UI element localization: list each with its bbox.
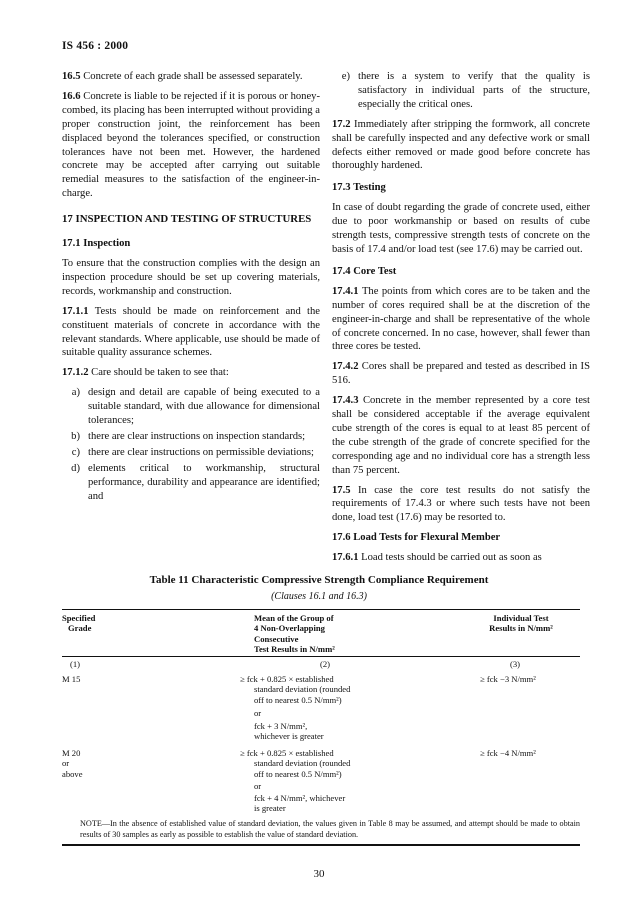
clause-17-1-2: 17.1.2 Care should be taken to see that: (62, 367, 229, 379)
list-item: e) there is a system to verify that the quality is satisfactory in individual parts of the structure, especially the critical ones. (341, 71, 590, 110)
col-number-2: (2) (320, 659, 331, 669)
section-17-4-heading: 17.4 Core Test (332, 265, 397, 277)
list-item: b) there are clear instructions on inspection standards; (71, 430, 306, 442)
inspection-list (62, 386, 320, 503)
row2-grade: M 20 or above (62, 748, 83, 779)
table-header-rule (62, 656, 580, 657)
page-number: 30 (313, 868, 325, 880)
header-individual-test: Individual Test Results in N/mm² (489, 613, 553, 634)
row1-individual: ≥ fck −3 N/mm² (480, 674, 536, 684)
table-clauses: (Clauses 16.1 and 16.3) (271, 591, 367, 602)
clause-17-1-text: To ensure that the construction complies with the design an inspection procedure should be set up covering materials, records, workmanship and construction. (62, 257, 320, 297)
table-title: Table 11 Characteristic Compressive Strength Compliance Requirement (149, 574, 489, 586)
header-specified-grade: Specified Grade (62, 613, 96, 634)
clause-17-4-3: 17.4.3 Concrete in the member represented by a core test shall be considered acceptable if the average equivalent cube strength of the cores is equal to at least 85 percent of the cube strength of the grade of concrete specified for the corresponding age and no individual core has a strength less than 75 percent. (332, 395, 590, 476)
clause-16-6: 16.6 Concrete is liable to be rejected if it is porous or honey-combed, its placing has been interrupted without providing a proper construction joint, the reinforcement has been displaced beyond the tolerances specified, or construction tolerances have not been met. However, the hardened concrete may be accepted after carrying out suitable remedial measures to the satisfaction of the engineer-in-charge. (62, 90, 320, 200)
list-item: a) design and detail are capable of being executed to a suitable standard, with due allowance for dimensional tolerances; (71, 387, 320, 427)
table-note: NOTE—In the absence of established value of standard deviation, the values given in Table 8 may be assumed, and attempt should be made to obtain results of 30 samples as early as possible to establish the value of standard deviation. (80, 819, 580, 839)
col-number-1: (1) (70, 659, 81, 669)
row1-grade: M 15 (62, 674, 81, 684)
clause-17-5: 17.5 In case the core test results do not satisfy the requirements of 17.4.3 or where such tests have not been done, load test (17.6) may be resorted to. (332, 484, 590, 524)
clause-17-2: 17.2 Immediately after stripping the formwork, all concrete shall be carefully inspected and any defective work or small defects either removed or made good before concrete has thoroughly hardened. (332, 118, 590, 172)
compliance-table (62, 613, 580, 813)
section-17-heading: 17 INSPECTION AND TESTING OF STRUCTURES (62, 213, 312, 226)
row2-mean: ≥ fck + 0.825 × established standard deviation (rounded off to nearest 0.5 N/mm²) or fck + 4 N/mm², whichever is greater (240, 748, 351, 814)
clause-17-4-1: 17.4.1 The points from which cores are to be taken and the number of cores required shall be at the discretion of the engineer-in-charge and shall be representative of the whole of concrete concerned. In no case, however, shall fewer than three cores be tested. (332, 285, 590, 353)
clause-17-1-1: 17.1.1 Tests should be made on reinforcement and the constituent materials of concrete in accordance with the relevant standards. Where applicable, use should be made of suitable quality assurance schemes. (62, 305, 320, 359)
table-bottom-rule (62, 844, 580, 846)
clause-17-4-2: 17.4.2 Cores shall be prepared and tested as described in IS 516. (332, 361, 590, 387)
table-top-rule (62, 609, 580, 610)
standard-header: IS 456 : 2000 (62, 40, 129, 52)
row1-mean: ≥ fck + 0.825 × established standard deviation (rounded off to nearest 0.5 N/mm²) or fck + 3 N/mm², whichever is greater (240, 674, 351, 742)
right-column (332, 70, 590, 571)
clause-17-6-1: 17.6.1 Load tests should be carried out as soon as (332, 552, 542, 564)
row2-individual: ≥ fck −4 N/mm² (480, 748, 536, 758)
clause-16-5: 16.5 Concrete of each grade shall be assessed separately. (62, 71, 303, 82)
list-item: c) there are clear instructions on permissible deviations; (71, 446, 314, 458)
left-column (62, 70, 320, 505)
header-mean-group: Mean of the Group of 4 Non-Overlapping Consecutive Test Results in N/mm² (254, 613, 335, 654)
col-number-3: (3) (510, 659, 521, 669)
section-17-6-heading: 17.6 Load Tests for Flexural Member (332, 532, 501, 544)
list-item: d) elements critical to workmanship, structural performance, durability and appearance are identified; and (71, 462, 320, 502)
section-17-1-heading: 17.1 Inspection (62, 238, 131, 250)
clause-17-3-text: In case of doubt regarding the grade of concrete used, either due to poor workmanship or based on results of cube strength tests, compressive strength tests of concrete on the basis of 17.4 and/or load test (see 17.6) may be carried out. (332, 202, 590, 255)
section-17-3-heading: 17.3 Testing (332, 182, 386, 194)
